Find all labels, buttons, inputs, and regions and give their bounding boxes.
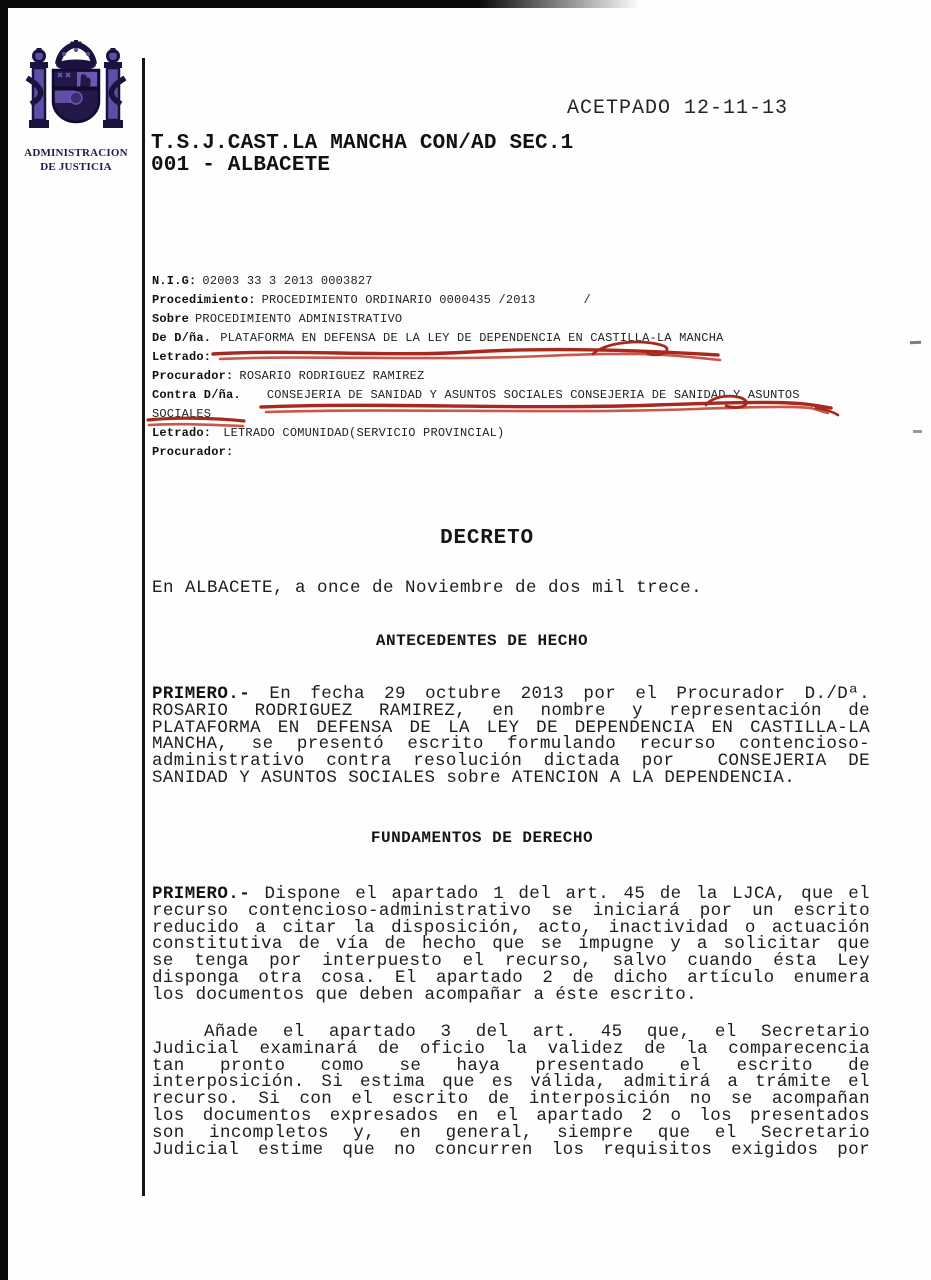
field-sobre-label: Sobre	[152, 312, 190, 326]
text-line: los documentos que deben acompañar a éste escrito.	[152, 984, 698, 1005]
field-nig-label: N.I.G:	[152, 274, 197, 288]
field-demandado-wrap	[152, 405, 892, 424]
antecedentes-paragraph	[152, 686, 870, 787]
text-line: SANIDAD Y ASUNTOS SOCIALES sobre ATENCION A LA DEPENDENCIA.	[152, 767, 796, 788]
field-procedimiento-extra: /	[583, 293, 591, 307]
field-demandado-value-line2: SOCIALES	[152, 407, 212, 421]
scan-artifact-dash	[910, 341, 921, 344]
anade-paragraph	[152, 1024, 870, 1158]
paragraph-label: PRIMERO.-	[152, 884, 251, 904]
court-location: 001 - ALBACETE	[151, 154, 331, 177]
text-line: tan pronto como se haya presentado el escrito de	[152, 1055, 870, 1076]
paragraph-label: PRIMERO.-	[152, 684, 251, 704]
fundamentos-heading: FUNDAMENTOS DE DERECHO	[370, 829, 594, 847]
received-stamp: ACETPADO 12-11-13	[567, 97, 789, 120]
administration-of-justice-caption	[12, 146, 140, 174]
text-line: PRIMERO.- Dispone el apartado 1 del art. 45 de la LJCA, que el	[152, 884, 870, 904]
field-letrado-2-label: Letrado:	[152, 426, 212, 440]
text-line: se tenga por interpuesto el recurso, salvo cuando ésta Ley	[152, 951, 870, 972]
field-demandante	[152, 329, 892, 348]
text-line: ROSARIO RODRIGUEZ RAMIREZ, en nombre y representación de	[152, 700, 870, 721]
fundamentos-paragraph	[152, 886, 870, 1004]
scan-artifact-dash	[913, 430, 922, 433]
scan-edge-left	[0, 0, 8, 1280]
court-header	[151, 133, 573, 177]
antecedentes-heading: ANTECEDENTES DE HECHO	[375, 632, 589, 650]
text-line: constitutiva de vía de hecho que se impugne y a solicitar que	[152, 934, 870, 955]
field-procurador-1-value: ROSARIO RODRIGUEZ RAMIREZ	[239, 369, 425, 383]
text-line: PRIMERO.- En fecha 29 octubre 2013 por el Procurador D./Dª.	[152, 684, 870, 704]
text-line: reducido a citar la disposición, acto, inactividad o actuación	[152, 917, 870, 938]
field-demandado	[152, 386, 892, 405]
field-procurador-1-label: Procurador:	[152, 369, 234, 383]
text-line: interposición. Si estima que es válida, admitirá a trámite el	[152, 1072, 870, 1093]
text-line: son incompletos y, en general, siempre que el Secretario	[152, 1122, 870, 1143]
field-letrado-2-value: LETRADO COMUNIDAD(SERVICIO PROVINCIAL)	[223, 426, 505, 440]
text-line: MANCHA, se presentó escrito formulando recurso contencioso-	[152, 734, 870, 755]
field-letrado-1	[152, 348, 892, 367]
caption-line-2: DE JUSTICIA	[40, 161, 112, 173]
field-demandante-label: De D/ña.	[152, 331, 212, 345]
court-name: T.S.J.CAST.LA MANCHA CON/AD SEC.1	[151, 132, 574, 155]
field-demandado-label: Contra D/ña.	[152, 388, 241, 402]
text-line: recurso contencioso-administrativo se iniciará por un escrito	[152, 900, 870, 921]
field-demandado-value-line1: CONSEJERIA DE SANIDAD Y ASUNTOS SOCIALES CONSEJERIA DE SANIDAD Y ASUNTOS	[266, 388, 800, 402]
text-line: recurso. Si con el escrito de interposición no se acompañan	[152, 1089, 870, 1110]
header-divider-rule	[142, 58, 145, 1196]
field-procurador-1	[152, 367, 892, 386]
field-procedimiento-label: Procedimiento:	[152, 293, 256, 307]
field-procedimiento-value: PROCEDIMIENTO ORDINARIO 0000435 /2013	[261, 293, 536, 307]
field-nig-value: 02003 33 3 2013 0003827	[202, 274, 373, 288]
scan-edge-top	[0, 0, 640, 8]
coat-of-arms-emblem	[24, 40, 128, 148]
text-line: Añade el apartado 3 del art. 45 que, el Secretario	[204, 1022, 870, 1042]
field-letrado-1-label: Letrado:	[152, 350, 212, 364]
field-demandante-value: PLATAFORMA EN DEFENSA DE LA LEY DE DEPENDENCIA EN CASTILLA-LA MANCHA	[220, 331, 724, 345]
field-procurador-2-label: Procurador:	[152, 445, 234, 459]
field-sobre	[152, 310, 892, 329]
text-line: PLATAFORMA EN DEFENSA DE LA LEY DE DEPENDENCIA EN CASTILLA-LA	[152, 717, 870, 738]
text-line: administrativo contra resolución dictada por CONSEJERIA DE	[152, 751, 870, 772]
field-nig	[152, 272, 892, 291]
field-procurador-2	[152, 443, 892, 462]
text-line: Judicial estime que no concurren los requisitos exigidos por	[152, 1139, 870, 1160]
field-letrado-2	[152, 424, 892, 443]
caption-line-1: ADMINISTRACION	[24, 147, 128, 159]
text-line: Judicial examinará de oficio la validez de la comparecencia	[152, 1038, 870, 1059]
case-info-block	[152, 272, 892, 462]
text-line: los documentos expresados en el apartado 2 o los presentados	[152, 1105, 870, 1126]
field-sobre-value: PROCEDIMIENTO ADMINISTRATIVO	[195, 312, 403, 326]
place-and-date-line: En ALBACETE, a once de Noviembre de dos mil trece.	[152, 578, 703, 598]
document-title: DECRETO	[440, 527, 534, 550]
text-line: disponga otra cosa. El apartado 2 de dicho artículo enumera	[152, 967, 870, 988]
field-procedimiento	[152, 291, 892, 310]
